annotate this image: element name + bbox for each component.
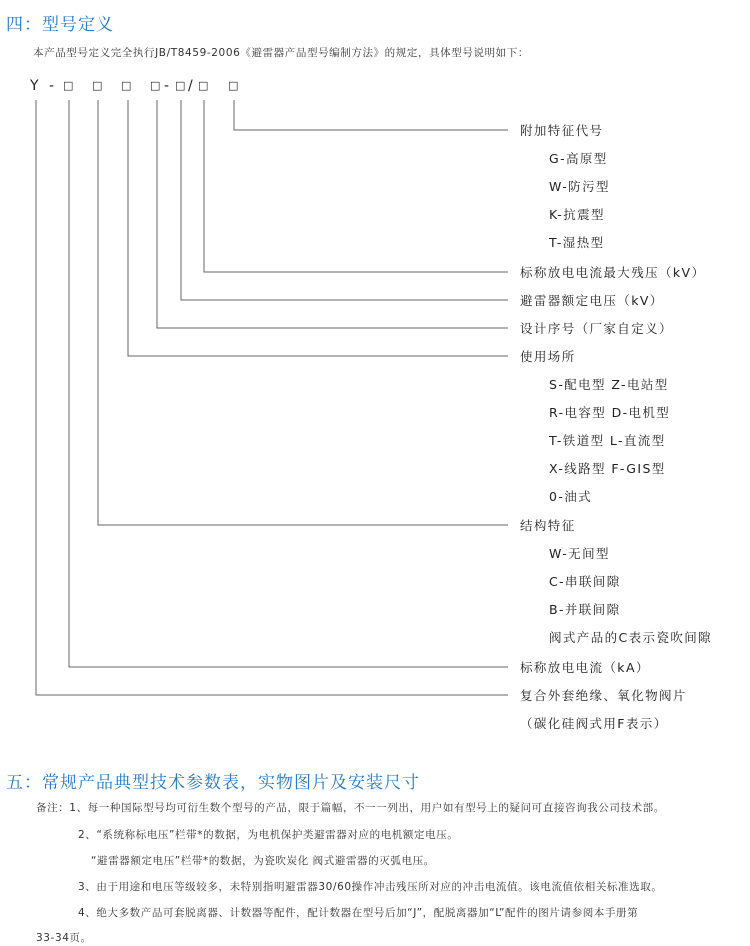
def-item: K-抗震型 (549, 207, 605, 222)
def-item: R-电容型 D-电机型 (549, 405, 671, 420)
model-box-2: □ (92, 79, 103, 92)
def-item: B-并联间隙 (549, 602, 621, 617)
note-2b: “避雷器额定电压”栏带*的数据，为瓷吹炭化 阀式避雷器的灭弧电压。 (91, 855, 435, 867)
def-composite-note: （碳化硅阀式用F表示） (520, 716, 668, 731)
def-item: 阀式产品的C表示瓷吹间隙 (549, 630, 713, 645)
def-item: 0-油式 (549, 489, 593, 504)
def-item: T-铁道型 L-直流型 (549, 433, 666, 448)
note-3: 3、由于用途和电压等级较多，未特别指明避雷器30/60操作冲击残压所对应的冲击电流值。该电流值依相关标准选取。 (78, 881, 663, 893)
section4-intro: 本产品型号定义完全执行JB/T8459-2006《避雷器产品型号编制方法》的规定，具体型号说明如下： (33, 47, 529, 59)
def-item: T-湿热型 (549, 235, 605, 250)
model-box-7: □ (228, 79, 239, 92)
line-discharge-current (69, 100, 508, 667)
def-item: W-无间型 (549, 546, 610, 561)
note-2: 2、“系统称标电压”栏带*的数据，为电机保护类避雷器对应的电机额定电压。 (78, 829, 459, 841)
line-design-serial (157, 100, 508, 328)
model-box-3: □ (121, 79, 132, 92)
line-residual-voltage (204, 100, 508, 272)
def-usage: 使用场所 (520, 349, 576, 364)
section5-title: 五：常规产品典型技术参数表，实物图片及安装尺寸 (6, 773, 420, 793)
def-residual-voltage: 标称放电电流最大残压（kV） (520, 265, 706, 280)
def-rated-voltage: 避雷器额定电压（kV） (520, 293, 664, 308)
def-item: X-线路型 F-GIS型 (549, 461, 666, 476)
section4-title: 四：型号定义 (6, 15, 114, 35)
def-additional-feature: 附加特征代号 (520, 123, 604, 138)
line-additional-feature (234, 100, 508, 130)
line-structure (98, 100, 508, 525)
model-box-1: □ (63, 79, 74, 92)
def-item: C-串联间隙 (549, 574, 621, 589)
model-prefix: Y (30, 78, 39, 94)
model-box-6: □ (198, 79, 209, 92)
note-1: 备注：1、每一种国际型号均可衍生数个型号的产品，限于篇幅，不一一列出，用户如有型号上的疑问可直接咨询我公司技术部。 (36, 802, 665, 814)
def-discharge-current: 标称放电电流（kA） (520, 660, 650, 675)
def-structure: 结构特征 (520, 518, 576, 533)
def-item: S-配电型 Z-电站型 (549, 377, 669, 392)
model-dash: - (164, 78, 170, 94)
def-composite: 复合外套绝缘、氧化物阀片 (520, 688, 687, 703)
note-4b: 33-34页。 (36, 932, 92, 944)
def-design-serial: 设计序号（厂家自定义） (520, 321, 673, 336)
model-box-5: □ (175, 79, 186, 92)
def-item: W-防污型 (549, 179, 610, 194)
line-composite (36, 100, 508, 695)
model-slash: / (188, 78, 193, 94)
model-dash: - (49, 78, 55, 94)
model-box-4: □ (150, 79, 161, 92)
note-4: 4、绝大多数产品可套脱离器、计数器等配件，配计数器在型号后加“J”，配脱离器加“L”配件的图片请参阅本手册第 (78, 907, 639, 919)
line-usage (128, 100, 508, 356)
def-item: G-高原型 (549, 151, 608, 166)
